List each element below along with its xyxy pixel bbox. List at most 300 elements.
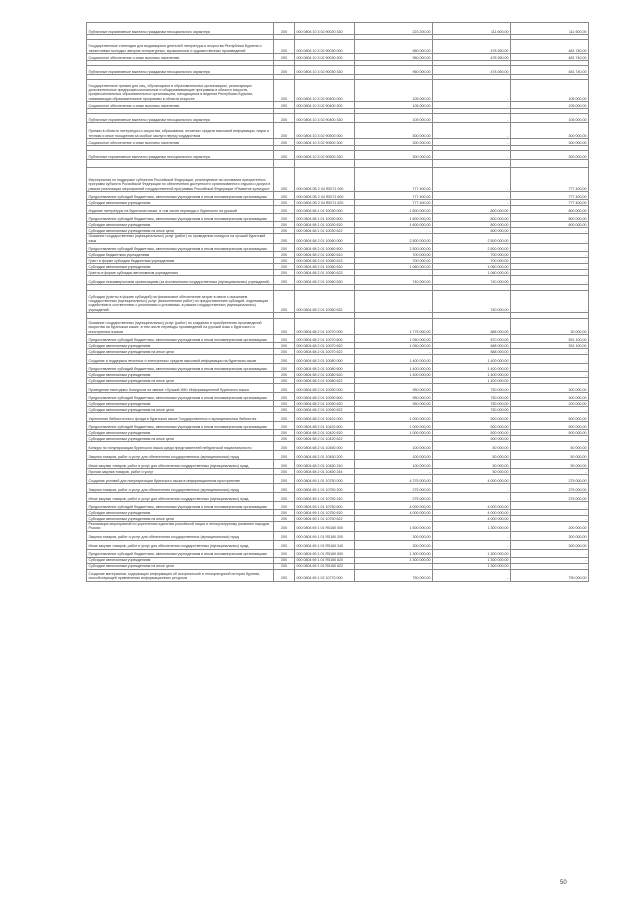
row-value-3: 111 600,00	[511, 23, 589, 35]
row-name: Публичные нормативные выплаты гражданам несоциального характера	[87, 114, 274, 123]
row-kbk: 000 0804 68 2 01 10070 000	[295, 319, 355, 335]
row-value-1: 700 000,00	[355, 258, 433, 264]
table-row	[87, 151, 589, 160]
row-name: Субсидии некоммерческим организациям (за исключением государственных (муниципальных) учреждений)	[87, 276, 274, 285]
row-kbk: 000 0804 10 3 02 90500 330	[295, 151, 355, 160]
row-value-2: 500 000,00	[433, 430, 511, 436]
row-value-2: 4 000 000,00	[433, 475, 511, 484]
row-value-1: -	[355, 469, 433, 475]
row-code: 200	[274, 531, 295, 540]
row-value-2: 750 000,00	[433, 407, 511, 413]
row-code: 200	[274, 264, 295, 270]
row-value-1: -	[355, 563, 433, 569]
row-value-2: 4 000 000,00	[433, 516, 511, 522]
row-code: 200	[274, 451, 295, 460]
row-code: 200	[274, 222, 295, 228]
table-row	[87, 23, 589, 35]
row-value-3: -	[511, 276, 589, 285]
row-value-2: 870 000,00	[433, 335, 511, 343]
row-value-1: -	[355, 516, 433, 522]
table-row	[87, 160, 589, 168]
row-kbk: 000 0804 68 2 01 10060 613	[295, 258, 355, 264]
row-value-3: 50 000,00	[511, 442, 589, 451]
table-row	[87, 114, 589, 123]
row-value-2: 1 060 000,00	[433, 264, 511, 270]
row-kbk: 000 0804 68 2 01 10060 630	[295, 276, 355, 285]
row-code: 200	[274, 40, 295, 54]
row-code: 200	[274, 469, 295, 475]
row-kbk: 000 0804 69 1 01 10750 240	[295, 493, 355, 502]
row-code: 200	[274, 355, 295, 364]
row-value-3: 500 000,00	[511, 422, 589, 430]
row-value-1: 960 000,00	[355, 66, 433, 75]
row-code: 200	[274, 252, 295, 258]
row-value-2: 740 000,00	[433, 291, 511, 313]
row-name: Субсидии автономным учреждениям	[87, 372, 274, 378]
row-value-3: 300 000,00	[511, 393, 589, 401]
row-value-3: -	[511, 349, 589, 355]
row-value-3: -	[511, 407, 589, 413]
row-value-2: 50 000,00	[433, 469, 511, 475]
row-value-1: 300 000,00	[355, 540, 433, 549]
row-value-3: 105 000,00	[511, 102, 589, 109]
row-value-1: -	[355, 378, 433, 384]
row-code: 200	[274, 123, 295, 139]
table-row	[87, 206, 589, 214]
row-kbk: 000 0804 69 1 01 R5160 000	[295, 522, 355, 532]
row-value-1: -	[355, 436, 433, 442]
row-value-2: 1 300 000,00	[433, 522, 511, 532]
row-value-2: -	[433, 484, 511, 493]
row-kbk: 000 0804 68 2 01 10080 000	[295, 355, 355, 364]
row-value-2: -	[433, 139, 511, 146]
row-value-1	[355, 160, 433, 168]
table-row	[87, 451, 589, 460]
row-name: Субсидии автономным учреждениям на иные цели	[87, 378, 274, 384]
table-row	[87, 80, 589, 102]
row-code: 200	[274, 192, 295, 200]
table-row	[87, 531, 589, 540]
row-name: Иные закупки товаров, работ и услуг для обеспечения государственных (муниципальных) нужд	[87, 540, 274, 549]
row-value-1: 105 000,00	[355, 102, 433, 109]
row-value-3: 481 740,00	[511, 66, 589, 75]
row-kbk: 000 0804 10 3 02 90400 000	[295, 80, 355, 102]
table-row	[87, 569, 589, 581]
row-code: 200	[274, 319, 295, 335]
row-value-1: -	[355, 291, 433, 313]
row-kbk: 000 0804 68 2 01 10090 600	[295, 393, 355, 401]
row-value-2: 1 400 000,00	[433, 372, 511, 378]
row-name: Прочая закупка товаров, работ и услуг	[87, 469, 274, 475]
row-value-3: 200 000,00	[511, 401, 589, 407]
row-value-1: 777 400,00	[355, 192, 433, 200]
row-code: 200	[274, 214, 295, 222]
row-value-3: 300 000,00	[511, 139, 589, 146]
row-value-1: -	[355, 228, 433, 234]
table-row	[87, 355, 589, 364]
row-value-2: 50 000,00	[433, 442, 511, 451]
row-kbk: 000 0804 68 2 01 10090 000	[295, 384, 355, 393]
row-code: 200	[274, 139, 295, 146]
row-value-2: 1 300 000,00	[433, 557, 511, 563]
row-kbk: 000 0804 68 2 01 10080 622	[295, 378, 355, 384]
row-value-2: 1 300 000,00	[433, 563, 511, 569]
row-value-3: -	[511, 258, 589, 264]
row-kbk: 000 0804 10 3 02 90500 000	[295, 123, 355, 139]
row-kbk: 000 0804 68 2 01 10060 000	[295, 234, 355, 244]
row-value-1: 105 000,00	[355, 114, 433, 123]
row-code: 200	[274, 413, 295, 422]
row-name: Предоставление субсидий бюджетным, автономным учреждениям и иным некоммерческим организациям	[87, 422, 274, 430]
row-value-2: 2 500 000,00	[433, 244, 511, 252]
row-value-1: -	[355, 270, 433, 276]
row-value-1: 4 000 000,00	[355, 502, 433, 510]
row-value-3: 50 000,00	[511, 460, 589, 469]
row-value-2: 4 000 000,00	[433, 510, 511, 516]
table-row	[87, 493, 589, 502]
row-name: Закупка товаров, работ и услуг для обеспечения государственных (муниципальных) нужд	[87, 451, 274, 460]
row-name: Публичные нормативные выплаты гражданам несоциального характера	[87, 66, 274, 75]
row-value-1: 300 000,00	[355, 531, 433, 540]
row-code: 200	[274, 54, 295, 61]
row-value-1: 950 000,00	[355, 393, 433, 401]
row-code: 200	[274, 475, 295, 484]
row-kbk: 000 0804 68 2 01 10420 622	[295, 436, 355, 442]
table-row	[87, 244, 589, 252]
row-code: 200	[274, 168, 295, 192]
row-code: 200	[274, 393, 295, 401]
row-code: 200	[274, 244, 295, 252]
row-code: 200	[274, 349, 295, 355]
row-value-3: 275 000,00	[511, 475, 589, 484]
row-name: Оказание государственных (муниципальных) услуг (работ) по проведению конкурса на лучший бурятский язык	[87, 234, 274, 244]
table-row	[87, 413, 589, 422]
row-kbk: 000 0804 0Б 2 04 R5271 620	[295, 200, 355, 206]
row-value-2: 750 000,00	[433, 401, 511, 407]
row-value-1: 960 000,00	[355, 40, 433, 54]
row-value-1: 300 000,00	[355, 151, 433, 160]
row-name: Мероприятия по поддержке субъектов Российской Федерации, реализуемые на основании приоритетных программ субъекта Российской Федерации по обеспечению доступности организованного отдыха и досуга в рамках реализации мероприятий государственной программы Российской Федерации «Развитие культуры»	[87, 168, 274, 192]
row-kbk: 000 0804 68 2 01 10420 000	[295, 413, 355, 422]
row-value-2	[433, 160, 511, 168]
row-value-3: 481 740,00	[511, 40, 589, 54]
row-name: Субсидии автономным учреждениям на иные цели	[87, 228, 274, 234]
row-name: Субсидии автономным учреждениям на иные цели	[87, 349, 274, 355]
row-value-1: 100 000,00	[355, 451, 433, 460]
row-value-2: -	[433, 200, 511, 206]
table-row	[87, 102, 589, 109]
row-kbk: 000 0804 69 1 01 R5160 240	[295, 540, 355, 549]
row-name: Проведение ежегодных Конкурсов на звание «Лучший ЖК» Информационной бурятского языка	[87, 384, 274, 393]
row-value-3: 500 000,00	[511, 413, 589, 422]
row-value-3: 750 000,00	[511, 569, 589, 581]
row-value-2: -	[433, 102, 511, 109]
row-kbk: 000 0804 68 2 01 10420 600	[295, 422, 355, 430]
row-name: Субсидии автономным учреждениям	[87, 510, 274, 516]
row-code: 200	[274, 114, 295, 123]
row-value-3: -	[511, 557, 589, 563]
row-name: Предоставление субсидий бюджетным, автономным учреждениям и иным некоммерческим организациям	[87, 549, 274, 557]
row-kbk: 000 0804 68 2 01 10080 620	[295, 372, 355, 378]
row-code: 200	[274, 460, 295, 469]
row-value-1: 2 500 000,00	[355, 244, 433, 252]
row-value-2: -	[433, 114, 511, 123]
row-value-3: 30 000,00	[511, 319, 589, 335]
row-value-2: 500 000,00	[433, 436, 511, 442]
table-row	[87, 484, 589, 493]
table-row	[87, 522, 589, 532]
table-row	[87, 66, 589, 75]
row-value-2: 750 000,00	[433, 393, 511, 401]
row-name: Публичные нормативные выплаты гражданам несоциального характера	[87, 151, 274, 160]
row-name: Создание материалов, содержащих информацию об исторической и этнокультурной истории бурятии, способствующей привлечению информационных ресурсов	[87, 569, 274, 581]
row-code: 200	[274, 484, 295, 493]
table-row	[87, 276, 589, 285]
table-row	[87, 123, 589, 139]
row-kbk: 000 0804 68 1 01 10030 600	[295, 214, 355, 222]
row-value-2: -	[433, 540, 511, 549]
row-code: 200	[274, 557, 295, 563]
row-value-1: 1 400 000,00	[355, 355, 433, 364]
row-code: 200	[274, 430, 295, 436]
row-value-1: 1 000 000,00	[355, 422, 433, 430]
row-value-2: -	[433, 123, 511, 139]
row-value-3: 777 400,00	[511, 168, 589, 192]
table-row	[87, 214, 589, 222]
table-row	[87, 422, 589, 430]
row-kbk	[295, 160, 355, 168]
row-value-2: 740 000,00	[433, 276, 511, 285]
row-kbk: 000 0804 68 2 01 10090 622	[295, 407, 355, 413]
row-value-3: -	[511, 372, 589, 378]
row-name: Предоставление субсидий бюджетным, автономным учреждениям и иным некоммерческим организациям	[87, 244, 274, 252]
row-name: Субсидии автономным учреждениям на иные цели	[87, 436, 274, 442]
row-value-3: 800 000,00	[511, 214, 589, 222]
row-value-3: -	[511, 264, 589, 270]
row-code: 200	[274, 258, 295, 264]
row-kbk: 000 0804 68 2 01 10450 000	[295, 442, 355, 451]
row-code: 200	[274, 384, 295, 393]
row-value-3: 105 000,00	[511, 114, 589, 123]
row-code: 200	[274, 549, 295, 557]
row-value-2: -	[433, 569, 511, 581]
row-value-3	[511, 160, 589, 168]
row-code: 200	[274, 364, 295, 372]
row-name: Субсидии автономным учреждениям	[87, 557, 274, 563]
row-value-1: 2 500 000,00	[355, 234, 433, 244]
row-value-2: 800 000,00	[433, 206, 511, 214]
row-value-1: 300 000,00	[355, 123, 433, 139]
row-name: Конкурс по популяризации бурятского языка среди представителей небурятской национальности	[87, 442, 274, 451]
row-name: Издание литературы на бурятском языке, в том числе переводы с бурятского на русский	[87, 206, 274, 214]
row-value-1: 960 000,00	[355, 54, 433, 61]
row-value-1: 740 000,00	[355, 276, 433, 285]
budget-sheet	[86, 22, 587, 582]
row-value-3: 300 000,00	[511, 540, 589, 549]
row-value-1: 1 400 000,00	[355, 364, 433, 372]
row-kbk: 000 0804 69 1 01 10750 200	[295, 484, 355, 493]
row-value-1: -	[355, 349, 433, 355]
row-value-2: 688 000,00	[433, 343, 511, 349]
row-value-3: -	[511, 270, 589, 276]
page-number: 50	[560, 880, 567, 886]
row-value-2: 2 500 000,00	[433, 234, 511, 244]
table-row	[87, 549, 589, 557]
row-name: Субсидии автономным учреждениям	[87, 343, 274, 349]
row-value-3: -	[511, 549, 589, 557]
table-row	[87, 234, 589, 244]
table-row	[87, 168, 589, 192]
row-value-3: -	[511, 510, 589, 516]
row-kbk: 000 0804 68 2 01 10070 620	[295, 343, 355, 349]
row-kbk: 000 0804 69 1 01 R5160 200	[295, 531, 355, 540]
row-value-1: 275 000,00	[355, 484, 433, 493]
row-code: 200	[274, 291, 295, 313]
row-value-1: 700 000,00	[355, 252, 433, 258]
row-kbk: 000 0804 69 1 01 10750 620	[295, 510, 355, 516]
row-value-2: -	[433, 168, 511, 192]
row-code: 200	[274, 510, 295, 516]
row-value-3: 300 000,00	[511, 531, 589, 540]
row-name: Субсидии автономным учреждениям на иные цели	[87, 407, 274, 413]
row-value-1: 105 000,00	[355, 80, 433, 102]
row-value-3: -	[511, 563, 589, 569]
row-value-2: -	[433, 531, 511, 540]
row-value-1: 1 775 000,00	[355, 319, 433, 335]
row-value-3: 300 000,00	[511, 123, 589, 139]
table-row	[87, 393, 589, 401]
table-row	[87, 364, 589, 372]
row-value-1: 950 000,00	[355, 401, 433, 407]
row-value-2: -	[433, 151, 511, 160]
row-kbk: 000 0804 68 1 01 10030 620	[295, 222, 355, 228]
row-kbk: 000 0804 68 1 01 10030 000	[295, 206, 355, 214]
row-value-3: 351 100,00	[511, 343, 589, 349]
row-value-3: -	[511, 436, 589, 442]
row-kbk: 000 0804 68 2 01 10060 632	[295, 291, 355, 313]
row-name: Государственные стипендии для выдающихся деятелей литературы и искусства Республики Бурятия и талантливых молодых авторов литературных, музыкальных и художественных произведений	[87, 40, 274, 54]
row-kbk: 000 0804 68 2 01 10450 200	[295, 451, 355, 460]
row-value-1: 223 200,00	[355, 23, 433, 35]
row-kbk: 000 0804 68 2 01 10070 600	[295, 335, 355, 343]
row-value-2: -	[433, 192, 511, 200]
row-value-1: 100 000,00	[355, 442, 433, 451]
row-kbk: 000 0804 69 1 01 R5160 620	[295, 557, 355, 563]
row-kbk: 000 0804 69 1 01 R5160 600	[295, 549, 355, 557]
table-row	[87, 40, 589, 54]
table-row	[87, 139, 589, 146]
row-code: 200	[274, 66, 295, 75]
row-value-3: 800 000,00	[511, 222, 589, 228]
row-value-3: 777 400,00	[511, 200, 589, 206]
row-value-3: 200 000,00	[511, 522, 589, 532]
row-value-2: 888 000,00	[433, 319, 511, 335]
row-name: Субсидии автономным учреждениям	[87, 200, 274, 206]
row-value-2: 50 000,00	[433, 451, 511, 460]
row-name: Социальное обеспечение и иные выплаты населению	[87, 54, 274, 61]
row-kbk: 000 0804 68 2 01 10450 244	[295, 469, 355, 475]
row-name: Государственные премии для лиц, обучающихся в образовательных организациях, реализующих дополнительные предпрофессиональные и общеразвивающие программы в области искусств, профессиональных образовательных организациях, находящихся в ведении Республики Бурятия, осваивающих образовательные программы в области искусств	[87, 80, 274, 102]
row-value-1: 1 400 000,00	[355, 372, 433, 378]
row-code: 200	[274, 335, 295, 343]
row-value-1: 1 000 000,00	[355, 413, 433, 422]
row-name: Предоставление субсидий бюджетным, автономным учреждениям и иным некоммерческим организациям	[87, 502, 274, 510]
row-value-2: -	[433, 80, 511, 102]
row-value-3: 275 000,00	[511, 493, 589, 502]
table-row	[87, 384, 589, 393]
row-code: 200	[274, 422, 295, 430]
row-value-3: 105 000,00	[511, 80, 589, 102]
budget-table	[86, 22, 589, 582]
row-code: 200	[274, 270, 295, 276]
table-row	[87, 540, 589, 549]
row-code: 200	[274, 522, 295, 532]
row-value-3: 481 740,00	[511, 54, 589, 61]
row-value-1: 4 000 000,00	[355, 510, 433, 516]
table-row	[87, 319, 589, 335]
row-kbk: 000 0804 68 2 01 10060 620	[295, 264, 355, 270]
row-value-1: 300 000,00	[355, 139, 433, 146]
row-value-1: 1 060 000,00	[355, 264, 433, 270]
row-code: 200	[274, 407, 295, 413]
table-row	[87, 291, 589, 313]
row-name: Закупка товаров, работ и услуг для обеспечения государственных (муниципальных) нужд	[87, 531, 274, 540]
row-kbk: 000 0804 10 3 02 90400 330	[295, 114, 355, 123]
table-row	[87, 54, 589, 61]
row-name: Премии в области литературы и искусства, образования, печатных средств массовой информации, науки и техники и иные поощрения за особые заслуги перед государством	[87, 123, 274, 139]
row-name: Предоставление субсидий бюджетным, автономным учреждениям и иным некоммерческим организациям	[87, 214, 274, 222]
row-value-3: -	[511, 244, 589, 252]
row-value-1: 1 300 000,00	[355, 549, 433, 557]
row-code: 200	[274, 516, 295, 522]
row-value-2: 800 000,00	[433, 222, 511, 228]
row-code: 200	[274, 228, 295, 234]
row-code: 200	[274, 378, 295, 384]
row-value-2: 700 000,00	[433, 258, 511, 264]
row-code: 200	[274, 569, 295, 581]
row-value-1: -	[355, 407, 433, 413]
table-row	[87, 335, 589, 343]
table-row	[87, 192, 589, 200]
row-value-2: 1 400 000,00	[433, 378, 511, 384]
row-kbk: 000 0804 68 2 01 10450 240	[295, 460, 355, 469]
row-name: Предоставление субсидий бюджетным, автономным учреждениям и иным некоммерческим организациям	[87, 335, 274, 343]
row-value-1: 1 000 000,00	[355, 430, 433, 436]
row-code: 200	[274, 102, 295, 109]
row-value-2: 700 000,00	[433, 252, 511, 258]
row-value-1: 1 500 000,00	[355, 522, 433, 532]
row-code: 200	[274, 563, 295, 569]
row-value-3: -	[511, 234, 589, 244]
row-name	[87, 160, 274, 168]
row-value-3: 300 000,00	[511, 151, 589, 160]
row-kbk: 000 0804 69 1 01 10750 600	[295, 502, 355, 510]
row-name: Субсидии автономным учреждениям	[87, 264, 274, 270]
row-value-2: 4 000 000,00	[433, 502, 511, 510]
row-name: Социальное обеспечение и иные выплаты населению	[87, 139, 274, 146]
row-kbk: 000 0804 68 2 01 10070 622	[295, 349, 355, 355]
row-kbk: 000 0804 10 3 02 90020 330	[295, 23, 355, 35]
row-value-2: 1 400 000,00	[433, 364, 511, 372]
row-value-1: 777 400,00	[355, 168, 433, 192]
row-value-3: -	[511, 355, 589, 364]
row-kbk: 000 0804 68 2 01 10090 620	[295, 401, 355, 407]
row-code: 200	[274, 80, 295, 102]
row-value-1: 1 600 000,00	[355, 222, 433, 228]
row-code: 200	[274, 276, 295, 285]
row-value-1: 1 600 000,00	[355, 206, 433, 214]
row-name: Грант в форме субсидии бюджетным учреждениям	[87, 258, 274, 264]
